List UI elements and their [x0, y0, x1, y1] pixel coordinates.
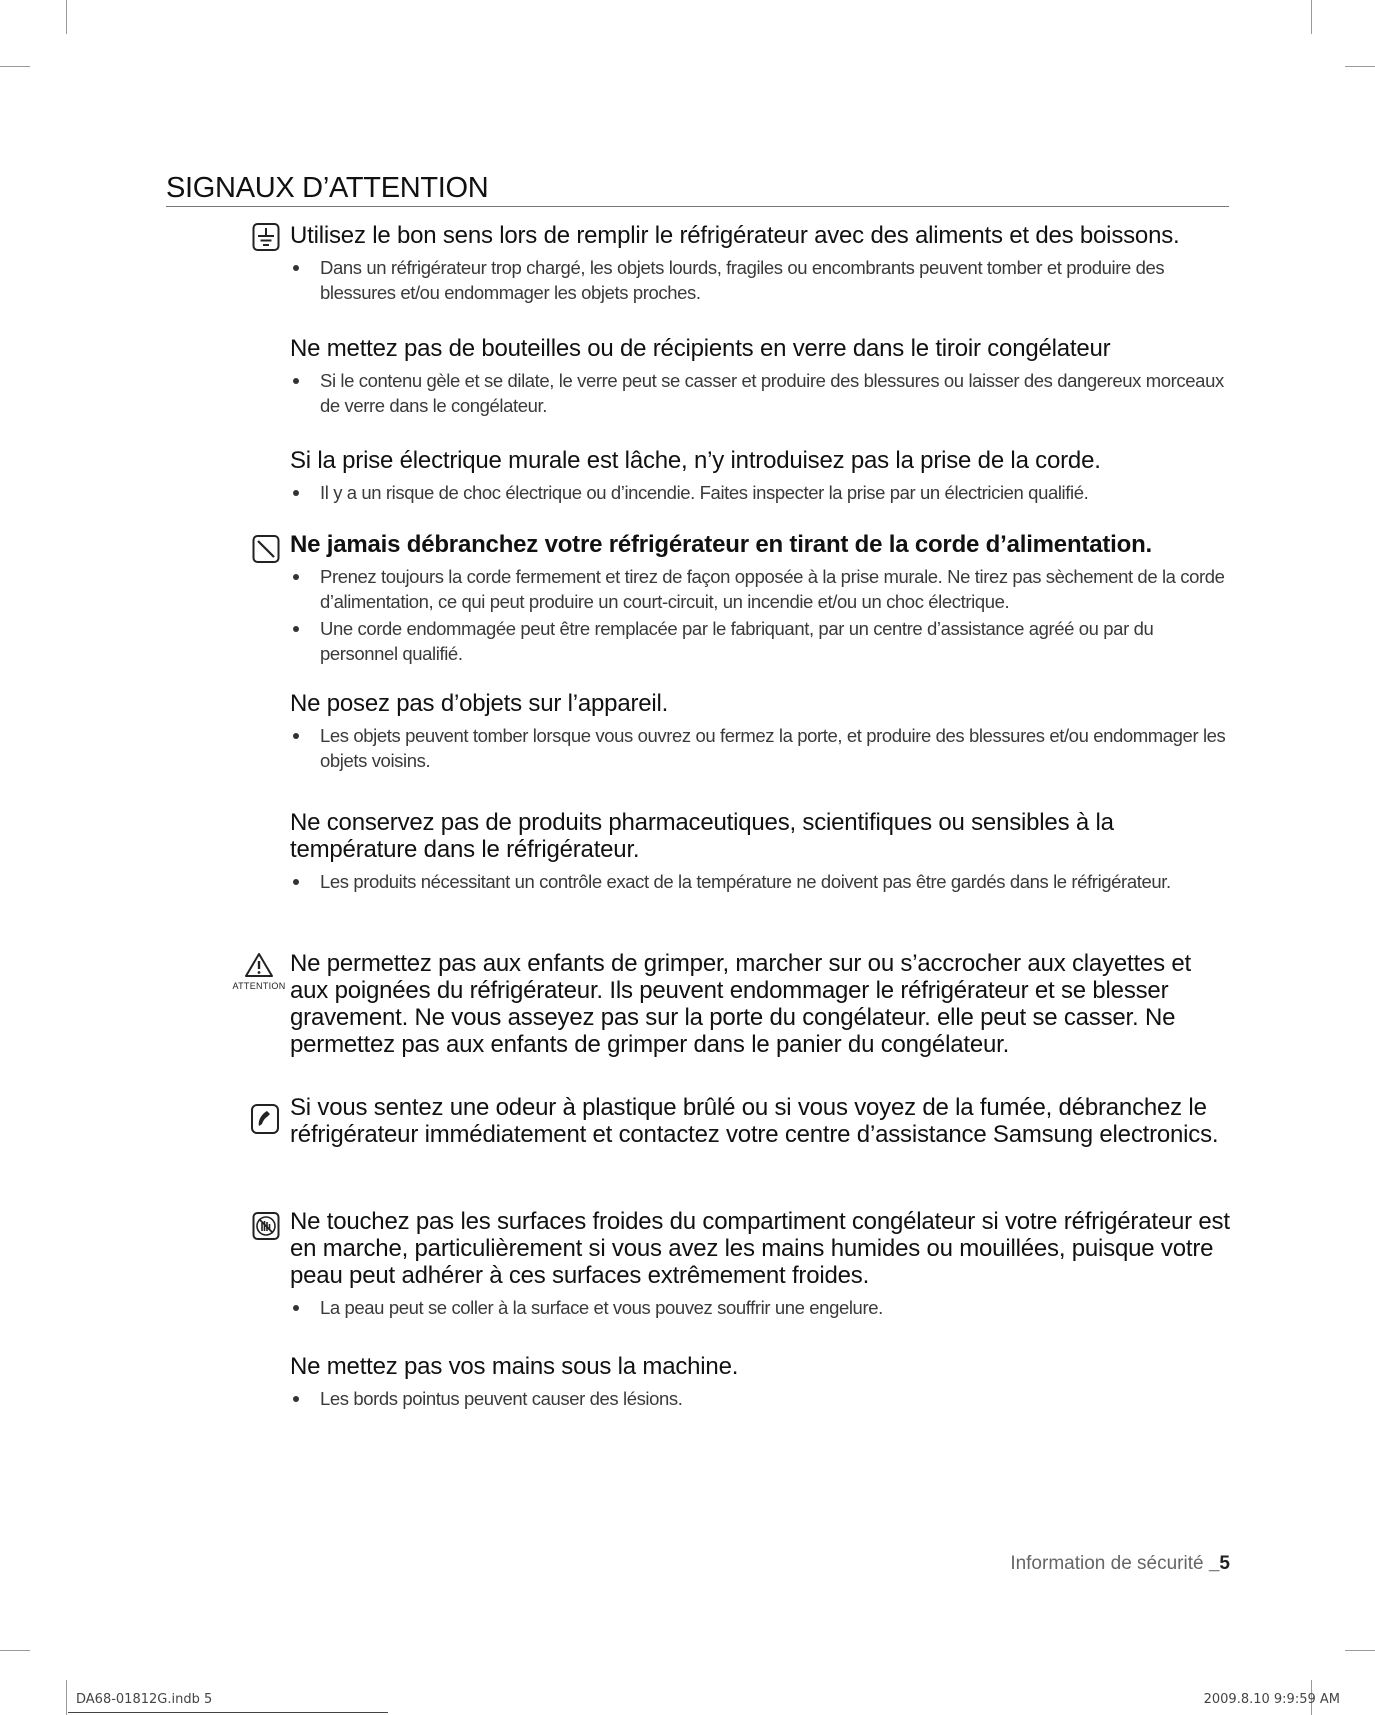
safety-section — [290, 531, 1230, 668]
prohibited-icon — [252, 534, 280, 564]
page-footer — [1010, 1553, 1230, 1575]
phone-contact-icon — [250, 1103, 280, 1135]
attention-label: ATTENTION — [232, 981, 286, 991]
section-heading: Ne mettez pas de bouteilles ou de récipients en verre dans le tiroir congélateur — [290, 335, 1111, 362]
bullet-list — [290, 1386, 1230, 1411]
safety-section — [290, 335, 1230, 420]
section-heading: Ne conservez pas de produits pharmaceutiques, scientifiques ou sensibles à la température dans le réfrigérateur. — [290, 809, 1114, 863]
title-divider — [166, 206, 1229, 207]
section-heading: Utilisez le bon sens lors de remplir le réfrigérateur avec des aliments et des boissons. — [290, 222, 1180, 249]
page-title: SIGNAUX D’ATTENTION — [166, 172, 489, 204]
bullet-list — [290, 564, 1230, 666]
section-heading: Si vous sentez une odeur à plastique brûlé ou si vous voyez de la fumée, débranchez le réfrigérateur immédiatement et contactez votre centre d’assistance Samsung electronics. — [290, 1094, 1219, 1148]
crop-mark — [1311, 0, 1312, 34]
no-touch-icon — [252, 1211, 280, 1241]
attention-badge — [228, 952, 290, 991]
safety-section — [290, 809, 1230, 896]
slug-right: 2009.8.10 9:9:59 AM — [1203, 1692, 1340, 1707]
bullet-list — [290, 368, 1230, 418]
section-heading: Si la prise électrique murale est lâche, n’y introduisez pas la prise de la corde. — [290, 447, 1101, 474]
safety-section — [290, 447, 1230, 507]
slug-rule — [68, 1712, 388, 1713]
bullet-list — [290, 255, 1230, 305]
page-number: _5 — [1208, 1553, 1230, 1574]
safety-section — [290, 1094, 1230, 1148]
bullet-item: Les produits nécessitant un contrôle exact de la température ne doivent pas être gardés dans le réfrigérateur. — [290, 869, 1230, 894]
section-heading: Ne posez pas d’objets sur l’appareil. — [290, 690, 669, 717]
bullet-list — [290, 480, 1230, 505]
crop-mark — [0, 1650, 30, 1651]
bullet-list — [290, 723, 1230, 773]
section-heading: Ne touchez pas les surfaces froides du compartiment congélateur si votre réfrigérateur est en marche, particulièrement si vous avez les mains humides ou mouillées, puisque votre peau peut adhérer à ces surfaces extrêmement froides. — [290, 1208, 1230, 1289]
bullet-item: Dans un réfrigérateur trop chargé, les objets lourds, fragiles ou encombrants peuvent tomber et produire des blessures et/ou endommager les objets proches. — [290, 255, 1230, 305]
bullet-item: La peau peut se coller à la surface et vous pouvez souffrir une engelure. — [290, 1295, 1230, 1320]
section-heading: Ne jamais débranchez votre réfrigérateur en tirant de la corde d’alimentation. — [290, 531, 1152, 558]
bullet-item: Si le contenu gèle et se dilate, le verre peut se casser et produire des blessures ou laisser des dangereux morceaux de verre dans le congélateur. — [290, 368, 1230, 418]
bullet-item: Il y a un risque de choc électrique ou d’incendie. Faites inspecter la prise par un électricien qualifié. — [290, 480, 1230, 505]
bullet-item: Une corde endommagée peut être remplacée par le fabriquant, par un centre d’assistance agréé ou par du personnel qualifié. — [290, 616, 1230, 666]
section-heading: Ne mettez pas vos mains sous la machine. — [290, 1353, 739, 1380]
bullet-item: Les bords pointus peuvent causer des lésions. — [290, 1386, 1230, 1411]
safety-section — [290, 690, 1230, 775]
bullet-list — [290, 869, 1230, 894]
section-heading: Ne permettez pas aux enfants de grimper, marcher sur ou s’accrocher aux clayettes et aux poignées du réfrigérateur. Ils peuvent endommager le réfrigérateur et se blesser gravement. Ne vous asseyez pas sur la porte du congélateur. elle peut se casser. Ne permettez pas aux enfants de grimper dans le panier du congélateur. — [290, 950, 1191, 1058]
safety-section — [290, 222, 1230, 307]
crop-mark — [1345, 1650, 1375, 1651]
footer-section-label: Information de sécurité — [1010, 1553, 1209, 1574]
slug-left: DA68-01812G.indb 5 — [76, 1692, 213, 1707]
ground-plug-icon — [252, 222, 280, 252]
safety-section — [290, 950, 1230, 1058]
crop-mark — [0, 66, 30, 67]
safety-section — [290, 1208, 1230, 1322]
crop-mark — [66, 0, 67, 34]
warning-triangle-icon — [244, 952, 274, 978]
crop-mark — [66, 1680, 67, 1715]
bullet-item: Prenez toujours la corde fermement et tirez de façon opposée à la prise murale. Ne tirez pas sèchement de la corde d’alimentation, ce qui peut produire un court-circuit, un incendie et/ou un choc électrique. — [290, 564, 1230, 614]
bullet-list — [290, 1295, 1230, 1320]
safety-section — [290, 1353, 1230, 1413]
bullet-item: Les objets peuvent tomber lorsque vous ouvrez ou fermez la porte, et produire des blessures et/ou endommager les objets voisins. — [290, 723, 1230, 773]
crop-mark — [1345, 66, 1375, 67]
